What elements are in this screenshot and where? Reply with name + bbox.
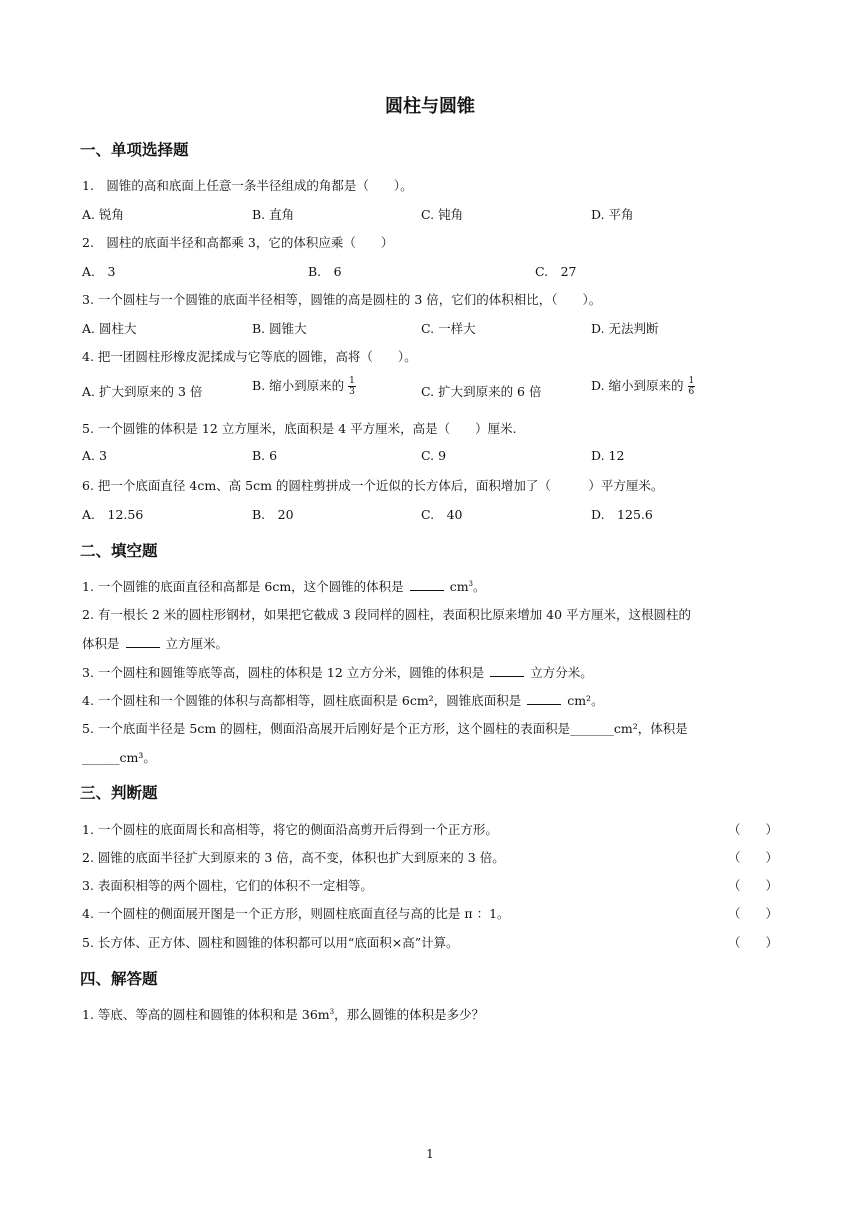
option-text: D. 缩小到原来的: [591, 378, 684, 393]
fraction-denominator: 6: [688, 387, 695, 397]
section-heading-answer: 四、解答题: [80, 970, 158, 988]
fraction-denominator: 3: [349, 387, 355, 397]
option: A. 3: [82, 264, 116, 279]
statement-text: 4. 一个圆柱的侧面展开图是一个正方形，则圆柱底面直径与高的比是 π ：1。: [82, 906, 510, 921]
fraction-numerator: 1: [349, 376, 355, 386]
option: C. 27: [535, 264, 577, 279]
statement-text: 5. 长方体、正方体、圆柱和圆锥的体积都可以用“底面积×高”计算。: [82, 935, 459, 950]
fraction-numerator: 1: [688, 376, 695, 386]
answer-paren[interactable]: （ ）: [728, 822, 779, 837]
question-text: [82, 634, 228, 652]
question-text: 4. 把一团圆柱形橡皮泥揉成与它等底的圆锥，高将（ ）。: [82, 349, 417, 364]
option: A. 12.56: [82, 507, 144, 522]
question-text: 1. 圆锥的高和底面上任意一条半径组成的角都是（ ）。: [82, 178, 413, 193]
fraction: [688, 376, 696, 397]
page-number: 1: [426, 1147, 434, 1161]
question-text: 2. 圆柱的底面半径和高都乘 3，它的体积应乘（ ）: [82, 235, 394, 250]
question-text: [82, 663, 593, 681]
question-text: ______cm³。: [82, 750, 156, 765]
answer-paren[interactable]: （ ）: [728, 906, 779, 921]
option: B. 圆锥大: [252, 321, 307, 336]
option: A. 锐角: [82, 207, 124, 222]
option: B. 20: [252, 507, 294, 522]
option: D. 无法判断: [591, 321, 659, 336]
question-text: 5. 一个底面半径是 5cm 的圆柱，侧面沿高展开后刚好是个正方形，这个圆柱的表面积是_______cm²，体积是: [82, 721, 688, 736]
answer-blank[interactable]: [410, 580, 444, 591]
question-text: 2. 有一根长 2 米的圆柱形钢材，如果把它截成 3 段同样的圆柱，表面积比原来增加 40 平方厘米，这根圆柱的: [82, 607, 692, 622]
option: B. 6: [252, 448, 278, 463]
answer-paren[interactable]: （ ）: [728, 878, 779, 893]
question-text: 6. 把一个底面直径 4cm、高 5cm 的圆柱剪拼成一个近似的长方体后，面积增加了（ ）平方厘米。: [82, 478, 664, 493]
section-heading-judge: 三、判断题: [80, 784, 158, 802]
section-heading-fill: 二、填空题: [80, 542, 158, 560]
question-text: 5. 一个圆锥的体积是 12 立方厘米，底面积是 4 平方厘米，高是（ ）厘米.: [82, 421, 517, 436]
option: [591, 376, 695, 397]
question-part: 1. 等底、等高的圆柱和圆锥的体积和是 36m: [82, 1007, 330, 1022]
page-title: 圆柱与圆锥: [385, 96, 475, 117]
superscript: 3: [329, 1007, 335, 1016]
answer-blank[interactable]: [490, 666, 524, 677]
option: B. 直角: [252, 207, 295, 222]
answer-blank[interactable]: [527, 694, 561, 705]
option: D. 125.6: [591, 507, 653, 522]
answer-blank[interactable]: [126, 637, 160, 648]
section-heading-choice: 一、单项选择题: [80, 141, 189, 159]
answer-paren[interactable]: （ ）: [728, 850, 779, 865]
option-text: B. 缩小到原来的: [252, 378, 345, 393]
option: C. 一样大: [421, 321, 476, 336]
unit: cm: [449, 579, 469, 594]
answer-paren[interactable]: （ ）: [728, 935, 779, 950]
option: A. 圆柱大: [82, 321, 137, 336]
question-part: 立方厘米。: [165, 636, 229, 651]
option: A. 扩大到原来的 3 倍: [82, 384, 203, 399]
fraction: [348, 376, 356, 397]
statement-text: 3. 表面积相等的两个圆柱，它们的体积不一定相等。: [82, 878, 373, 893]
statement-text: 2. 圆锥的底面半径扩大到原来的 3 倍，高不变，体积也扩大到原来的 3 倍。: [82, 850, 505, 865]
option: C. 钝角: [421, 207, 464, 222]
question-part: 1. 一个圆锥的底面直径和高都是 6cm，这个圆锥的体积是: [82, 579, 404, 594]
question-part: cm²。: [567, 693, 604, 708]
question-text: [82, 577, 486, 595]
option: D. 12: [591, 448, 625, 463]
option: B. 6: [308, 264, 342, 279]
question-part: 体积是: [82, 636, 120, 651]
punct: 。: [473, 579, 486, 594]
option: C. 40: [421, 507, 463, 522]
superscript: 3: [468, 579, 474, 588]
option: D. 平角: [591, 207, 634, 222]
question-part: ，那么圆锥的体积是多少？: [334, 1007, 485, 1022]
option: A. 3: [82, 448, 107, 463]
statement-text: 1. 一个圆柱的底面周长和高相等，将它的侧面沿高剪开后得到一个正方形。: [82, 822, 498, 837]
question-part: 立方分米。: [530, 665, 593, 680]
question-text: [82, 1005, 484, 1023]
question-text: [82, 691, 604, 709]
option: C. 扩大到原来的 6 倍: [421, 384, 542, 399]
question-text: 3. 一个圆柱与一个圆锥的底面半径相等，圆锥的高是圆柱的 3 倍，它们的体积相比，（ ）。: [82, 292, 602, 307]
option: C. 9: [421, 448, 447, 463]
option: [252, 376, 356, 397]
question-part: 3. 一个圆柱和圆锥等底等高，圆柱的体积是 12 立方分米，圆锥的体积是: [82, 665, 485, 680]
question-part: 4. 一个圆柱和一个圆锥的体积与高都相等，圆柱底面积是 6cm²，圆锥底面积是: [82, 693, 522, 708]
